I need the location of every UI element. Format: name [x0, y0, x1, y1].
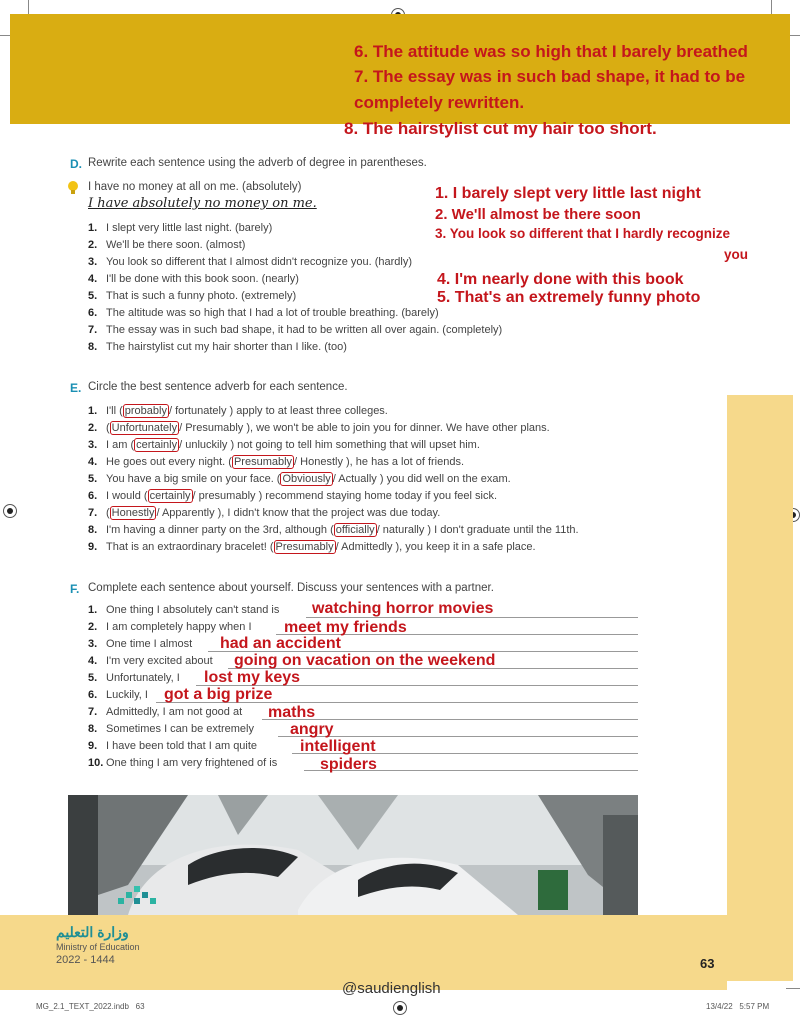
list-item: 7. ( Honestly / Apparently ), I didn't know that the project was due today.: [88, 507, 441, 519]
banner-line: 6. The attitude was so high that I barely breathed: [354, 42, 748, 61]
list-item: 7. Admittedly, I am not good at: [88, 706, 243, 718]
list-item: 3. You look so different that I almost didn't recognize you. (hardly): [88, 256, 412, 268]
section-d-instruction: Rewrite each sentence using the adverb of degree in parentheses.: [88, 157, 427, 169]
list-item: 1. I'll ( probably / fortunately ) apply to at least three colleges.: [88, 405, 388, 417]
list-item: 6. I would ( certainly / presumably ) recommend staying home today if you feel sick.: [88, 490, 498, 502]
f-answer: maths: [268, 704, 316, 721]
list-item: 2. We'll be there soon. (almost): [88, 239, 246, 251]
circled-answer: certainly: [149, 490, 191, 502]
d-answer: you: [724, 247, 749, 262]
f-answer: angry: [290, 721, 334, 738]
d-answer: 4. I'm nearly done with this book: [437, 271, 684, 288]
lightbulb-icon: [67, 180, 79, 196]
crop-mark: [786, 988, 800, 989]
circled-answer: Presumably: [233, 456, 293, 468]
page-number: 63: [700, 956, 715, 971]
list-item: 9. That is an extraordinary bracelet! ( Presumably / Admittedly ), you keep it in a safe place.: [88, 541, 536, 553]
list-item: 7. The essay was in such bad shape, it had to be written all over again. (completely): [88, 324, 503, 336]
section-e-letter: E.: [70, 381, 82, 395]
d-answer: 1. I barely slept very little last night: [435, 185, 701, 202]
circled-answer: Presumably: [275, 541, 334, 553]
watermark: @saudienglish: [342, 980, 441, 997]
file-name: MG_2.1_TEXT_2022.indb 63: [36, 1002, 145, 1011]
list-item: 4. I'll be done with this book soon. (nearly): [88, 273, 299, 285]
list-item: 8. Sometimes I can be extremely: [88, 723, 254, 735]
list-item: 6. Luckily, I: [88, 689, 148, 701]
section-f-letter: F.: [70, 582, 80, 596]
d-answer: 2. We'll almost be there soon: [435, 206, 641, 223]
f-answer: intelligent: [300, 738, 376, 755]
registration-mark-icon: [3, 504, 17, 518]
circled-answer: Obviously: [282, 473, 331, 485]
list-item: 9. I have been told that I am quite: [88, 740, 258, 752]
f-answer: spiders: [320, 756, 377, 773]
side-strip: [727, 395, 793, 981]
circled-answer: Unfortunately: [111, 422, 178, 434]
example-answer: I have absolutely no money on me.: [88, 196, 317, 211]
list-item: 2. I am completely happy when I: [88, 621, 252, 633]
banner-line: completely rewritten.: [354, 93, 525, 112]
banner-line: 8. The hairstylist cut my hair too short.: [344, 119, 657, 138]
list-item: 6. The altitude was so high that I had a lot of trouble breathing. (barely): [88, 307, 439, 319]
answer-line: [262, 719, 638, 720]
list-item: 2. ( Unfortunately / Presumably ), we won't be able to join you for dinner. We have other plans.: [88, 422, 550, 434]
answer-banner: [10, 14, 790, 124]
list-item: 3. I am ( certainly / unluckily ) not going to tell him something that will upset him.: [88, 439, 480, 451]
banner-line: 7. The essay was in such bad shape, it had to be: [354, 67, 746, 86]
circled-answer: probably: [124, 405, 167, 417]
print-timestamp: 13/4/22 5:57 PM: [706, 1002, 770, 1011]
list-item: 4. He goes out every night. ( Presumably / Honestly ), he has a lot of friends.: [88, 456, 465, 468]
list-item: 1. I slept very little last night. (barely): [88, 222, 273, 234]
list-item: 1. One thing I absolutely can't stand is: [88, 604, 280, 616]
list-item: 5. Unfortunately, I: [88, 672, 180, 684]
list-item: 8. The hairstylist cut my hair shorter than I like. (too): [88, 341, 347, 353]
list-item: 5. That is such a funny photo. (extremely): [88, 290, 297, 302]
f-answer: watching horror movies: [312, 600, 494, 617]
ministry-arabic: وزارة التعليم: [56, 924, 129, 940]
d-answer: 5. That's an extremely funny photo: [437, 289, 701, 306]
ministry-english: Ministry of Education: [56, 942, 140, 952]
f-answer: going on vacation on the weekend: [234, 652, 496, 669]
section-f-instruction: Complete each sentence about yourself. Discuss your sentences with a partner.: [88, 582, 494, 594]
list-item: 3. One time I almost: [88, 638, 193, 650]
list-item: 5. You have a big smile on your face. ( Obviously / Actually ) you did well on the exam.: [88, 473, 511, 485]
ministry-logo-icon: [118, 884, 166, 912]
registration-mark-icon: [393, 1001, 407, 1015]
edition-year: 2022 - 1444: [56, 954, 115, 966]
d-answer: 3. You look so different that I hardly recognize: [435, 226, 731, 241]
circled-answer: Honestly: [111, 507, 155, 519]
list-item: 4. I'm very excited about: [88, 655, 213, 667]
f-answer: lost my keys: [204, 669, 301, 686]
f-answer: meet my friends: [284, 619, 407, 636]
circled-answer: certainly: [136, 439, 178, 451]
example-sentence: I have no money at all on me. (absolutely): [88, 181, 302, 193]
f-answer: had an accident: [220, 635, 341, 652]
circled-answer: officially: [335, 524, 375, 536]
list-item: 10. One thing I am very frightened of is: [88, 757, 278, 769]
section-e-instruction: Circle the best sentence adverb for each sentence.: [88, 381, 348, 393]
list-item: 8. I'm having a dinner party on the 3rd, although ( officially / naturally ) I don't graduate until the 11th.: [88, 524, 579, 536]
section-d-letter: D.: [70, 157, 82, 171]
f-answer: got a big prize: [164, 686, 273, 703]
